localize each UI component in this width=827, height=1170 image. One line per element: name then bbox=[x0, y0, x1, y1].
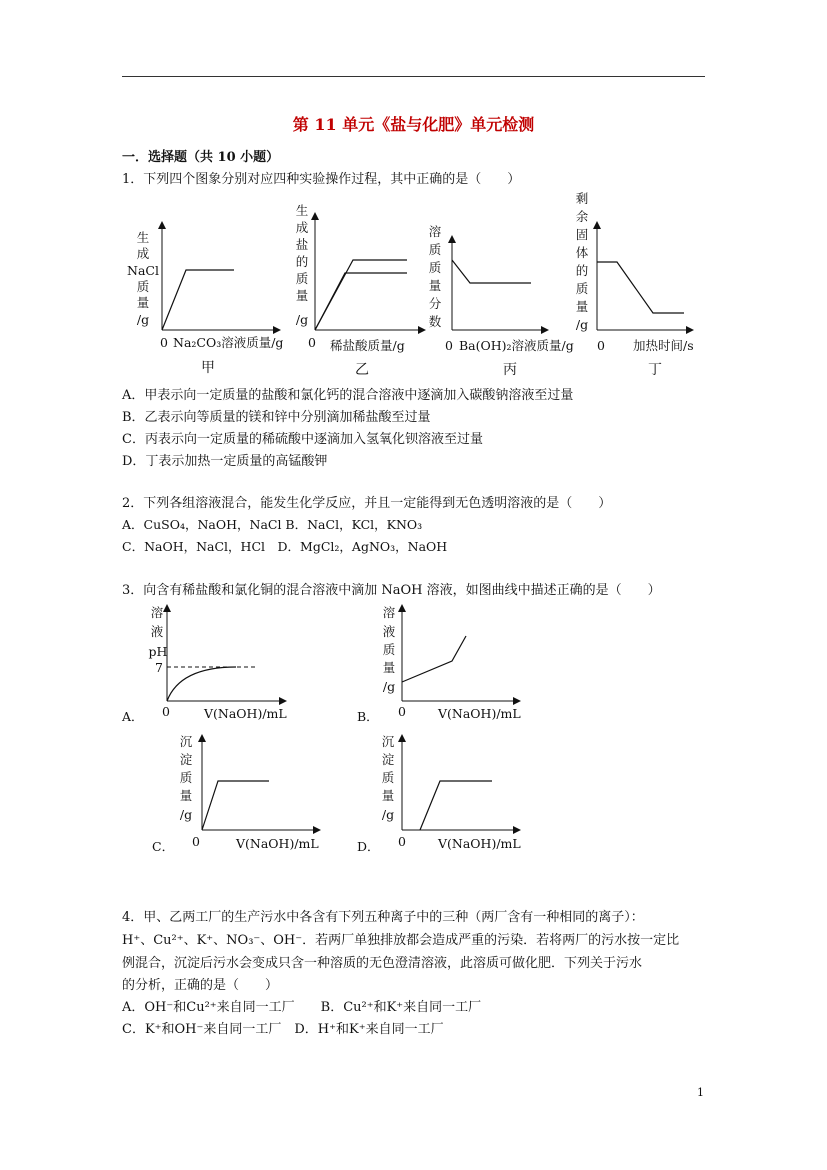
graph-a-letter: A． bbox=[122, 709, 144, 724]
graph-yi-xlabel: 稀盐酸质量/g bbox=[330, 338, 405, 353]
q2-options-ab: A．CuSO₄，NaOH，NaCl B．NaCl，KCl，KNO₃ bbox=[122, 517, 423, 532]
graph-c-ylabel-0: 沉 bbox=[179, 734, 193, 749]
graph-b-ylabel-2: 质 bbox=[382, 642, 396, 657]
graph-c-ylabel-1: 淀 bbox=[179, 752, 193, 767]
graph-a bbox=[121, 605, 287, 724]
graph-jia-ylabel-0: 生 bbox=[136, 230, 150, 245]
graph-ding-ylabel-1: 余 bbox=[575, 209, 589, 224]
graph-bing-ylabel-2: 质 bbox=[428, 260, 442, 275]
graph-ding-origin: 0 bbox=[597, 338, 605, 353]
graph-yi-ylabel-1: 成 bbox=[295, 220, 309, 235]
graph-b-ylabel-3: 量 bbox=[382, 660, 396, 675]
graph-yi-origin: 0 bbox=[308, 335, 316, 350]
q4-line-3: 例混合，沉淀后污水会变成只含一种溶质的无色澄清溶液，此溶质可做化肥．下列关于污水 bbox=[122, 956, 643, 971]
graph-d-ylabel-3: 量 bbox=[381, 788, 395, 803]
q1-option-c: C．丙表示向一定质量的稀硫酸中逐滴加入氢氧化钡溶液至过量 bbox=[122, 432, 483, 447]
graph-yi-ylabel-4: 质 bbox=[295, 271, 309, 286]
q1-option-a: A．甲表示向一定质量的盐酸和氯化钙的混合溶液中逐滴加入碳酸钠溶液至过量 bbox=[122, 388, 574, 403]
graph-c-xlabel: V(NaOH)/mL bbox=[236, 836, 319, 851]
graph-bing-origin: 0 bbox=[445, 338, 453, 353]
graph-b-curve bbox=[402, 636, 466, 682]
graph-jia-ylabel-1: 成 bbox=[136, 246, 150, 261]
graph-yi-ylabel-3: 的 bbox=[295, 254, 309, 269]
graph-d-ylabel-4: /g bbox=[381, 807, 395, 822]
q2-stem: 2．下列各组溶液混合，能发生化学反应，并且一定能得到无色透明溶液的是（ ） bbox=[122, 496, 612, 511]
q1-option-b: B．乙表示向等质量的镁和锌中分别滴加稀盐酸至过量 bbox=[122, 410, 431, 425]
graph-jia-ylabel-3: 质 bbox=[136, 279, 150, 294]
graph-ding-caption: 丁 bbox=[648, 362, 662, 378]
graph-d-letter: D． bbox=[357, 839, 380, 854]
graph-b-letter: B． bbox=[357, 709, 379, 724]
graph-bing-ylabel-3: 量 bbox=[428, 278, 442, 293]
graph-d-ylabel-2: 质 bbox=[381, 770, 395, 785]
graph-a-ylabel-1: 液 bbox=[150, 624, 164, 639]
graph-jia-ylabel-5: /g bbox=[136, 312, 150, 327]
graph-c-ylabel-4: /g bbox=[179, 807, 193, 822]
graph-d-ylabel-1: 淀 bbox=[381, 752, 395, 767]
q4-options-ab: A．OH⁻和Cu²⁺来自同一工厂 B．Cu²⁺和K⁺来自同一工厂 bbox=[122, 1000, 482, 1015]
q4-line-1: 4．甲、乙两工厂的生产污水中各含有下列五种离子中的三种（两厂含有一种相同的离子）： bbox=[122, 910, 644, 925]
graph-a-origin: 0 bbox=[162, 704, 170, 719]
graph-d-curve bbox=[420, 781, 492, 830]
graph-b-ylabel-1: 液 bbox=[382, 624, 396, 639]
q4-line-4: 的分析，正确的是（ ） bbox=[122, 978, 279, 993]
graph-b-ylabel-0: 溶 bbox=[382, 605, 396, 620]
page-number: 1 bbox=[697, 1086, 704, 1099]
q1-option-d: D．丁表示加热一定质量的高锰酸钾 bbox=[122, 454, 328, 469]
graph-jia-ylabel-4: 量 bbox=[136, 295, 150, 310]
graph-ding-ylabel-5: 质 bbox=[575, 281, 589, 296]
graph-bing-ylabel-4: 分 bbox=[428, 296, 442, 311]
graph-c-curve bbox=[202, 781, 269, 830]
graph-a-ylabel-2: pH bbox=[148, 644, 168, 659]
graph-d-ylabel-0: 沉 bbox=[381, 734, 395, 749]
graph-ding-ylabel-0: 剩 bbox=[575, 191, 589, 206]
graph-a-xlabel: V(NaOH)/mL bbox=[204, 706, 287, 721]
graph-d bbox=[357, 734, 521, 854]
graph-b-ylabel-4: /g bbox=[382, 679, 396, 694]
graph-bing-ylabel-5: 数 bbox=[428, 314, 442, 329]
graph-ding-ylabel-4: 的 bbox=[575, 263, 589, 278]
graph-jia-caption: 甲 bbox=[201, 360, 215, 376]
graph-a-tick7: 7 bbox=[155, 660, 163, 675]
graph-yi-ylabel-0: 生 bbox=[295, 203, 309, 218]
graph-d-xlabel: V(NaOH)/mL bbox=[438, 836, 521, 851]
graph-jia-xlabel: Na₂CO₃溶液质量/g bbox=[173, 335, 284, 350]
graph-a-ylabel-0: 溶 bbox=[150, 605, 164, 620]
graph-ding-ylabel-3: 体 bbox=[575, 245, 589, 260]
graph-c-ylabel-3: 量 bbox=[179, 788, 193, 803]
graph-a-curve bbox=[167, 667, 236, 701]
graph-bing-caption: 丙 bbox=[503, 362, 517, 378]
graph-b-xlabel: V(NaOH)/mL bbox=[438, 706, 521, 721]
graph-c-letter: C． bbox=[152, 839, 175, 854]
q4-options-cd: C．K⁺和OH⁻来自同一工厂 D．H⁺和K⁺来自同一工厂 bbox=[122, 1022, 444, 1037]
graph-c bbox=[152, 734, 320, 854]
graph-jia-origin: 0 bbox=[160, 335, 168, 350]
q2-options-cd: C．NaOH，NaCl，HCl D．MgCl₂，AgNO₃，NaOH bbox=[122, 539, 448, 554]
graph-c-ylabel-2: 质 bbox=[179, 770, 193, 785]
graph-bing-ylabel-1: 质 bbox=[428, 242, 442, 257]
graph-yi-ylabel-6: /g bbox=[295, 312, 309, 327]
section-heading: 一．选择题（共 10 小题） bbox=[122, 150, 280, 165]
graph-yi-ylabel-5: 量 bbox=[295, 288, 309, 303]
graph-yi-caption: 乙 bbox=[355, 362, 369, 378]
graph-d-origin: 0 bbox=[398, 834, 406, 849]
q1-stem: 1．下列四个图象分别对应四种实验操作过程，其中正确的是（ ） bbox=[122, 172, 521, 187]
graph-yi-ylabel-2: 盐 bbox=[295, 237, 309, 252]
graph-c-origin: 0 bbox=[192, 834, 200, 849]
graph-b-origin: 0 bbox=[398, 704, 406, 719]
page-title: 第 11 单元《盐与化肥》单元检测 bbox=[292, 115, 535, 134]
graph-ding-xlabel: 加热时间/s bbox=[633, 338, 694, 353]
graph-ding-ylabel-2: 固 bbox=[575, 227, 589, 242]
q4-line-2: H⁺、Cu²⁺、K⁺、NO₃⁻、OH⁻．若两厂单独排放都会造成严重的污染．若将两厂的污水按一定比 bbox=[122, 933, 680, 948]
graph-ding-ylabel-6: 量 bbox=[575, 299, 589, 314]
graph-ding-ylabel-7: /g bbox=[575, 317, 589, 332]
graph-b bbox=[357, 605, 521, 724]
graph-bing-xlabel: Ba(OH)₂溶液质量/g bbox=[459, 338, 574, 353]
q3-stem: 3．向含有稀盐酸和氯化铜的混合溶液中滴加 NaOH 溶液，如图曲线中描述正确的是（ ） bbox=[122, 583, 661, 598]
graph-bing-ylabel-0: 溶 bbox=[428, 224, 442, 239]
graph-jia-ylabel-2: NaCl bbox=[127, 263, 159, 278]
